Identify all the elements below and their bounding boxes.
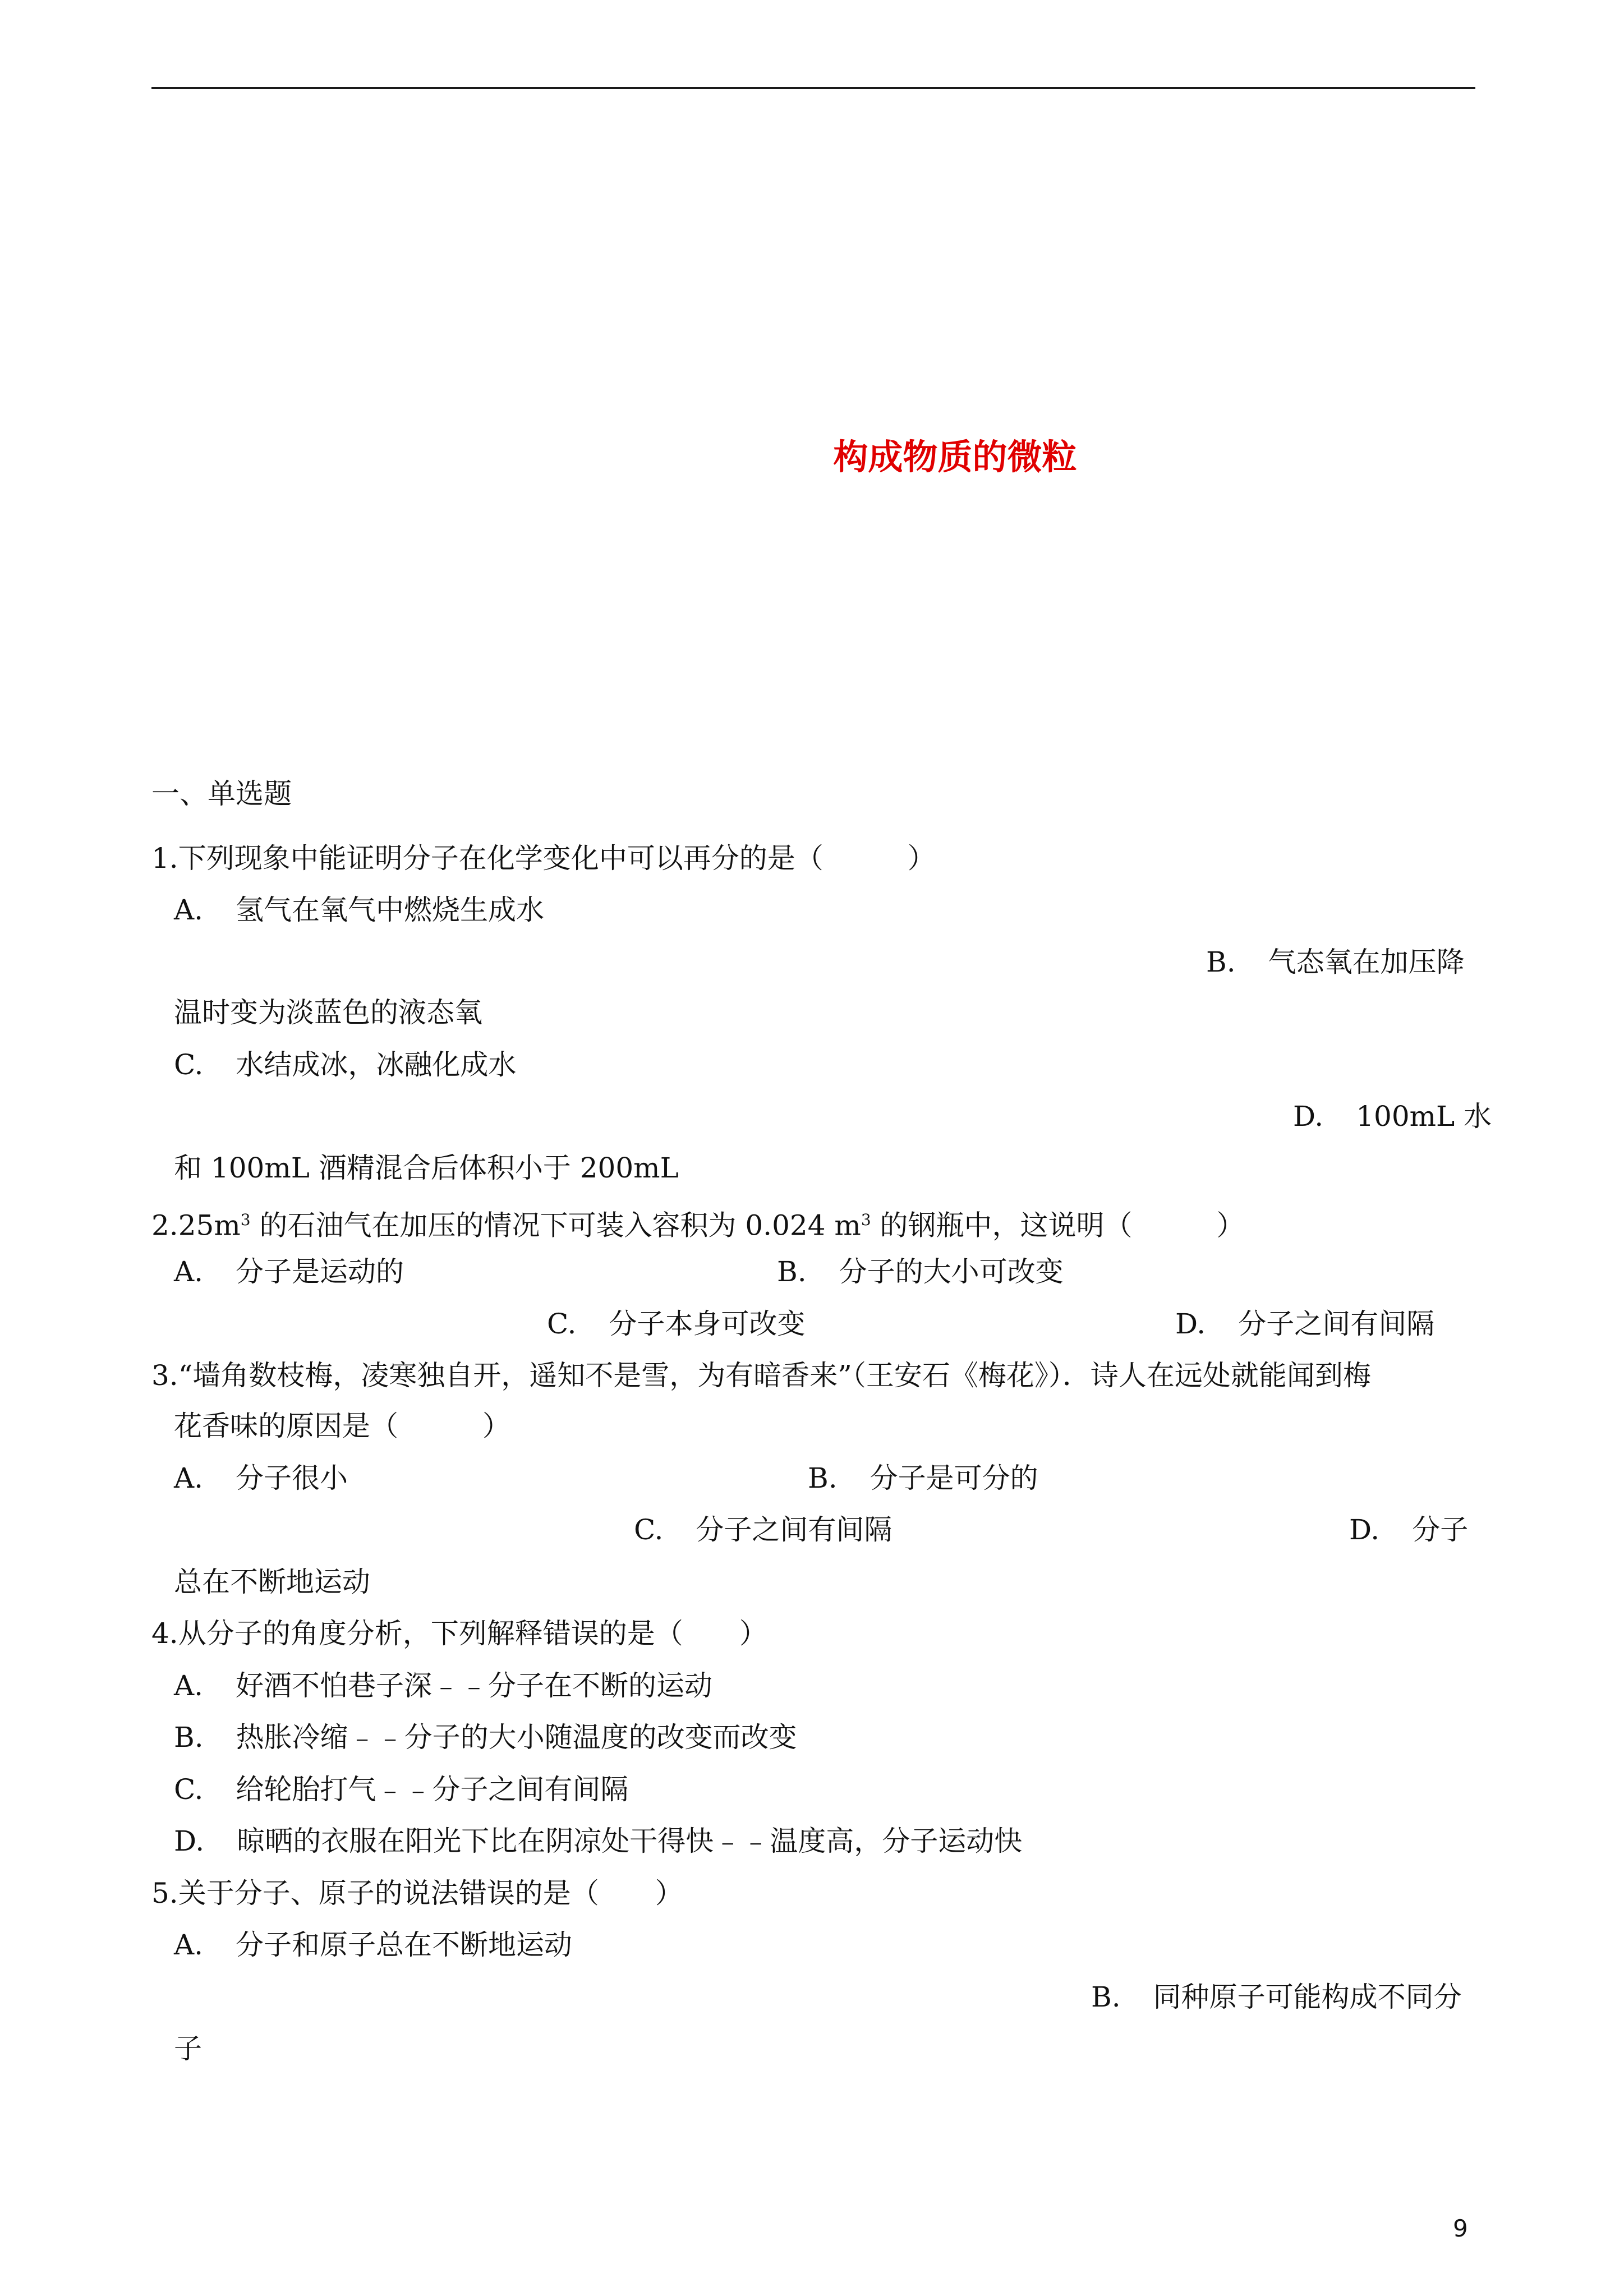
option-text: 热胀冷缩﹣﹣分子的大小随温度的改变而改变 — [236, 1721, 797, 1754]
option-letter: D. — [174, 1825, 205, 1857]
question-4-option-c — [174, 1773, 628, 1806]
question-3-option-d — [1349, 1513, 1468, 1547]
stem-part: 的钢瓶中，这说明（ ） — [871, 1209, 1245, 1242]
superscript: 3 — [861, 1211, 871, 1229]
question-2-stem — [151, 1203, 1245, 1243]
option-text: 分子 — [1412, 1513, 1469, 1546]
question-1-option-b-continued: 温时变为淡蓝色的液态氧 — [174, 996, 482, 1029]
page-title: 构成物质的微粒 — [833, 436, 1077, 477]
option-letter: B. — [1206, 946, 1236, 978]
question-1-option-d-continued: 和 100mL 酒精混合后体积小于 200mL — [174, 1152, 679, 1184]
question-2-option-d — [1175, 1307, 1434, 1341]
question-4-option-a — [174, 1669, 712, 1703]
option-letter: B. — [1091, 1981, 1121, 2013]
question-2-option-a — [174, 1255, 404, 1289]
option-text: 好酒不怕巷子深﹣﹣分子在不断的运动 — [236, 1669, 713, 1702]
question-2-option-b — [777, 1255, 1064, 1289]
option-letter: B. — [174, 1721, 204, 1754]
option-letter: C. — [634, 1513, 664, 1546]
question-5-option-a — [174, 1928, 572, 1962]
option-text: 分子很小 — [236, 1462, 348, 1494]
question-3-stem: 3.“墙角数枝梅，凌寒独自开，遥知不是雪，为有暗香来”（王安石《梅花》）．诗人在远处就能闻到梅 — [151, 1359, 1371, 1392]
question-5-option-b-continued: 子 — [174, 2032, 202, 2065]
option-letter: C. — [174, 1048, 204, 1081]
question-3-option-d-continued: 总在不断地运动 — [174, 1566, 370, 1598]
question-1-option-a — [174, 893, 544, 927]
option-letter: A. — [174, 1255, 204, 1288]
stem-part: 2.25m — [151, 1209, 241, 1242]
stem-part: 的石油气在加压的情况下可装入容积为 0.024 m — [250, 1209, 861, 1242]
option-text: 分子本身可改变 — [609, 1308, 806, 1340]
question-4-option-b — [174, 1720, 797, 1754]
option-text: 分子是可分的 — [869, 1462, 1038, 1494]
option-letter: B. — [777, 1255, 807, 1288]
superscript: 3 — [240, 1211, 251, 1229]
option-text: 分子的大小可改变 — [839, 1255, 1064, 1288]
option-text: 晾晒的衣服在阳光下比在阴凉处干得快﹣﹣温度高，分子运动快 — [237, 1825, 1023, 1857]
option-letter: C. — [174, 1773, 204, 1806]
option-text: 同种原子可能构成不同分 — [1153, 1981, 1462, 2013]
option-text: 氢气在氧气中燃烧生成水 — [236, 894, 545, 926]
question-1-option-c — [174, 1048, 516, 1082]
option-letter: A. — [174, 1462, 204, 1494]
option-letter: B. — [808, 1462, 838, 1494]
option-text: 水结成冰，冰融化成水 — [236, 1048, 517, 1081]
question-4-option-d — [174, 1824, 1022, 1858]
question-2-option-c — [547, 1307, 805, 1341]
question-3-option-b — [808, 1461, 1038, 1495]
option-letter: A. — [174, 894, 204, 926]
option-letter: A. — [174, 1669, 204, 1702]
option-text: 分子和原子总在不断地运动 — [236, 1929, 573, 1961]
question-1-stem: 1.下列现象中能证明分子在化学变化中可以再分的是（ ） — [151, 842, 936, 875]
header-rule — [151, 87, 1475, 89]
option-text: 给轮胎打气﹣﹣分子之间有间隔 — [236, 1773, 629, 1806]
question-3-option-c — [634, 1513, 892, 1547]
option-letter: D. — [1293, 1100, 1324, 1133]
option-text: 分子之间有间隔 — [1238, 1308, 1435, 1340]
question-5-stem: 5.关于分子、原子的说法错误的是（ ） — [151, 1877, 683, 1910]
page-number: 9 — [1453, 2215, 1468, 2242]
option-letter: C. — [547, 1308, 577, 1340]
option-letter: D. — [1175, 1308, 1206, 1340]
question-3-stem-continued: 花香味的原因是（ ） — [174, 1410, 510, 1442]
section-heading: 一、单选题 — [151, 777, 292, 810]
option-text: 分子之间有间隔 — [696, 1513, 892, 1546]
option-letter: D. — [1349, 1513, 1380, 1546]
question-1-option-b — [1206, 945, 1465, 979]
question-4-stem: 4.从分子的角度分析，下列解释错误的是（ ） — [151, 1617, 767, 1650]
option-text: 分子是运动的 — [236, 1255, 404, 1288]
question-3-option-a — [174, 1461, 348, 1495]
question-1-option-d — [1293, 1099, 1492, 1133]
option-letter: A. — [174, 1929, 204, 1961]
option-text: 气态氧在加压降 — [1268, 946, 1465, 978]
option-text: 100mL 水 — [1356, 1100, 1492, 1133]
question-5-option-b — [1091, 1980, 1462, 2014]
